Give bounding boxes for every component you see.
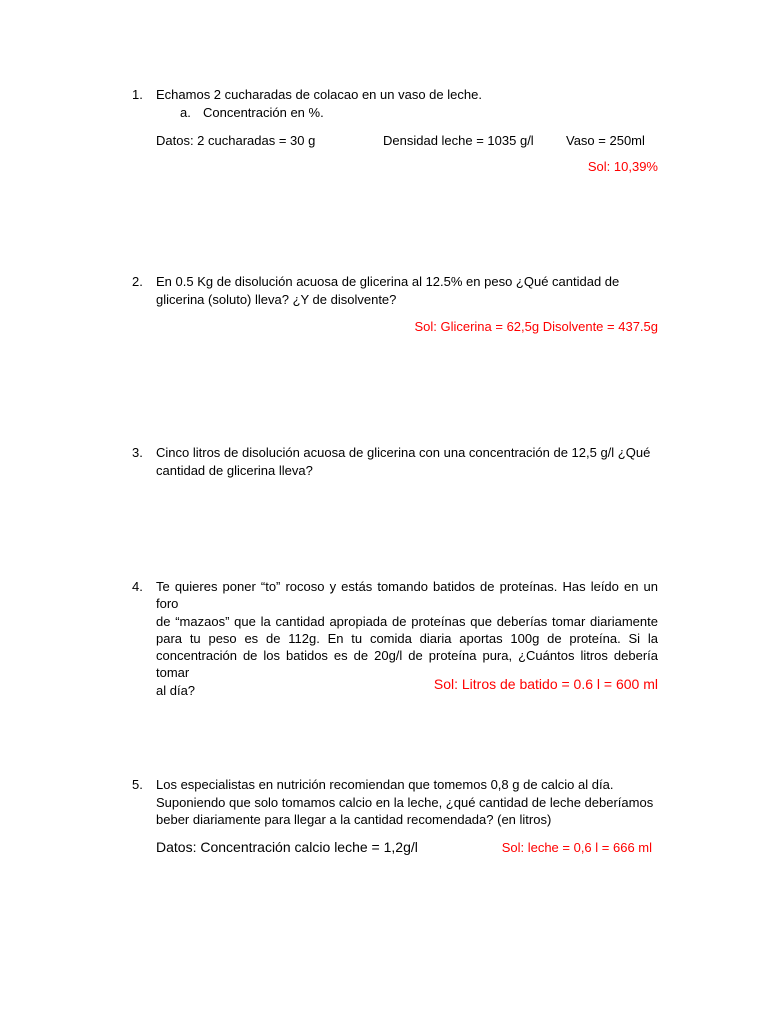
solution-text: Sol: Glicerina = 62,5g Disolvente = 437.5g <box>414 319 658 334</box>
data-glass: Vaso = 250ml <box>566 133 645 148</box>
exercise-text-line: Cinco litros de disolución acuosa de glicerina con una concentración de 12,5 g/l ¿Qué <box>156 445 651 460</box>
exercise-number: 1. <box>132 87 143 102</box>
solution-text: Sol: leche = 0,6 l = 666 ml <box>501 840 652 855</box>
sub-item-text: Concentración en %. <box>203 105 324 120</box>
exercise-text-line: para tu peso es de 112g. En tu comida diaria aportas 100g de proteína. Si la <box>156 630 658 646</box>
exercise-text-line: concentración de los batidos es de 20g/l de proteína pura, ¿Cuántos litros debería tomar <box>156 648 658 681</box>
exercise-text-line: beber diariamente para llegar a la cantidad recomendada? (en litros) <box>156 812 552 827</box>
exercise-text-line: cantidad de glicerina lleva? <box>156 463 313 478</box>
exercise-number: 2. <box>132 274 143 289</box>
exercise-number: 5. <box>132 777 143 792</box>
data-given: Datos: 2 cucharadas = 30 g <box>156 133 316 148</box>
data-given: Datos: Concentración calcio leche = 1,2g/l <box>156 839 418 855</box>
solution-text: Sol: Litros de batido = 0.6 l = 600 ml <box>433 676 658 692</box>
sub-item-marker: a. <box>180 105 191 120</box>
exercise-text-line: Te quieres poner “to” rocoso y estás tomando batidos de proteínas. Has leído en un foro <box>156 579 658 612</box>
exercise-number: 4. <box>132 579 143 594</box>
exercise-text-line: Suponiendo que solo tomamos calcio en la leche, ¿qué cantidad de leche deberíamos <box>156 795 654 810</box>
exercise-text-line: En 0.5 Kg de disolución acuosa de glicerina al 12.5% en peso ¿Qué cantidad de <box>156 274 620 289</box>
exercise-text-line: Los especialistas en nutrición recomiendan que tomemos 0,8 g de calcio al día. <box>156 777 614 792</box>
solution-text: Sol: 10,39% <box>587 159 658 174</box>
exercise-number: 3. <box>132 445 143 460</box>
exercise-text-line: al día? <box>156 682 196 698</box>
exercise-text-line: glicerina (soluto) lleva? ¿Y de disolvente? <box>156 292 397 307</box>
exercise-text-line: Echamos 2 cucharadas de colacao en un vaso de leche. <box>156 87 482 102</box>
exercise-text-line: de “mazaos” que la cantidad apropiada de proteínas que deberías tomar diariamente <box>156 613 658 629</box>
data-density: Densidad leche = 1035 g/l <box>383 133 534 148</box>
